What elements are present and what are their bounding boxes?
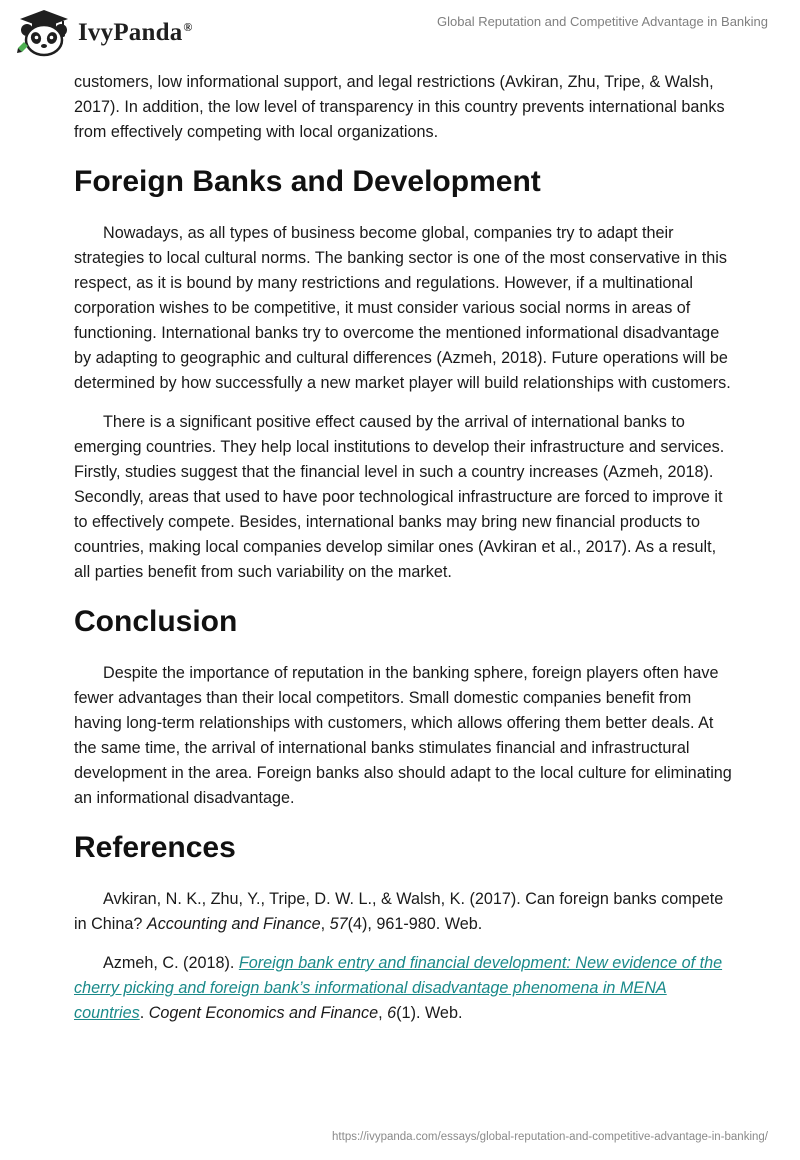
page-header xyxy=(0,0,800,70)
heading-references: References xyxy=(74,831,236,864)
conclusion-paragraph: Despite the importance of reputation in the banking sphere, foreign players often have fewer advantages than their local competitors. Small domestic companies benefit from having long-term relationships with customers, which allows offering them better deals. At the same time, the arrival of international banks stimulates financial and infrastructural development in the area. Foreign banks also should adapt to the local culture for eliminating an informational disadvantage. xyxy=(74,664,732,807)
brand-name: IvyPanda® xyxy=(78,19,193,46)
intro-paragraph: customers, low informational support, and legal restrictions (Avkiran, Zhu, Tripe, & Walsh, 2017). In addition, the low level of transparency in this country prevents international banks from effectively competing with local organizations. xyxy=(74,73,725,141)
panda-logo-icon xyxy=(16,8,72,58)
header-document-title: Global Reputation and Competitive Advantage in Banking xyxy=(437,14,768,29)
foreign-paragraph-2: There is a significant positive effect caused by the arrival of international banks to emerging countries. They help local institutions to develop their infrastructure and services. Firstly, studies suggest that the financial level in such a country increases (Azmeh, 2018). Secondly, areas that used to have poor technological infrastructure are forced to improve it to effectively compete. Besides, international banks may bring new financial products to countries, making local companies develop similar ones (Avkiran et al., 2017). As a result, all parties benefit from such variability on the market. xyxy=(74,413,725,581)
heading-conclusion: Conclusion xyxy=(74,605,238,638)
document-body xyxy=(74,70,734,1040)
heading-foreign-banks: Foreign Banks and Development xyxy=(74,165,541,198)
reference-avkiran: Avkiran, N. K., Zhu, Y., Tripe, D. W. L., & Walsh, K. (2017). Can foreign banks compete in China? Accounting and Finance, 57(4), 961-980. Web. xyxy=(74,890,724,933)
reference-azmeh: Azmeh, C. (2018). Foreign bank entry and financial development: New evidence of the cherry picking and foreign bank’s informational disadvantage phenomena in MENA countries. Cogent Economics and Finance, 6(1). Web. xyxy=(74,954,723,1022)
foreign-paragraph-1: Nowadays, as all types of business become global, companies try to adapt their strategies to local cultural norms. The banking sector is one of the most conservative in this respect, as it is bound by many restrictions and regulations. However, if a multinational corporation wishes to be competitive, it must consider various social norms in areas of functioning. International banks try to overcome the mentioned informational disadvantage by adapting to geographic and cultural differences (Azmeh, 2018). Future operations will be determined by how successfully a new market player will build relationships with customers. xyxy=(74,224,731,392)
footer-url[interactable]: https://ivypanda.com/essays/global-reputation-and-competitive-advantage-in-banking/ xyxy=(332,1131,768,1143)
reference-azmeh-link[interactable]: Foreign bank entry and financial development: New evidence of the cherry picking and foreign bank’s informational disadvantage phenomena in MENA countries xyxy=(74,954,723,1022)
logo[interactable] xyxy=(16,8,193,58)
